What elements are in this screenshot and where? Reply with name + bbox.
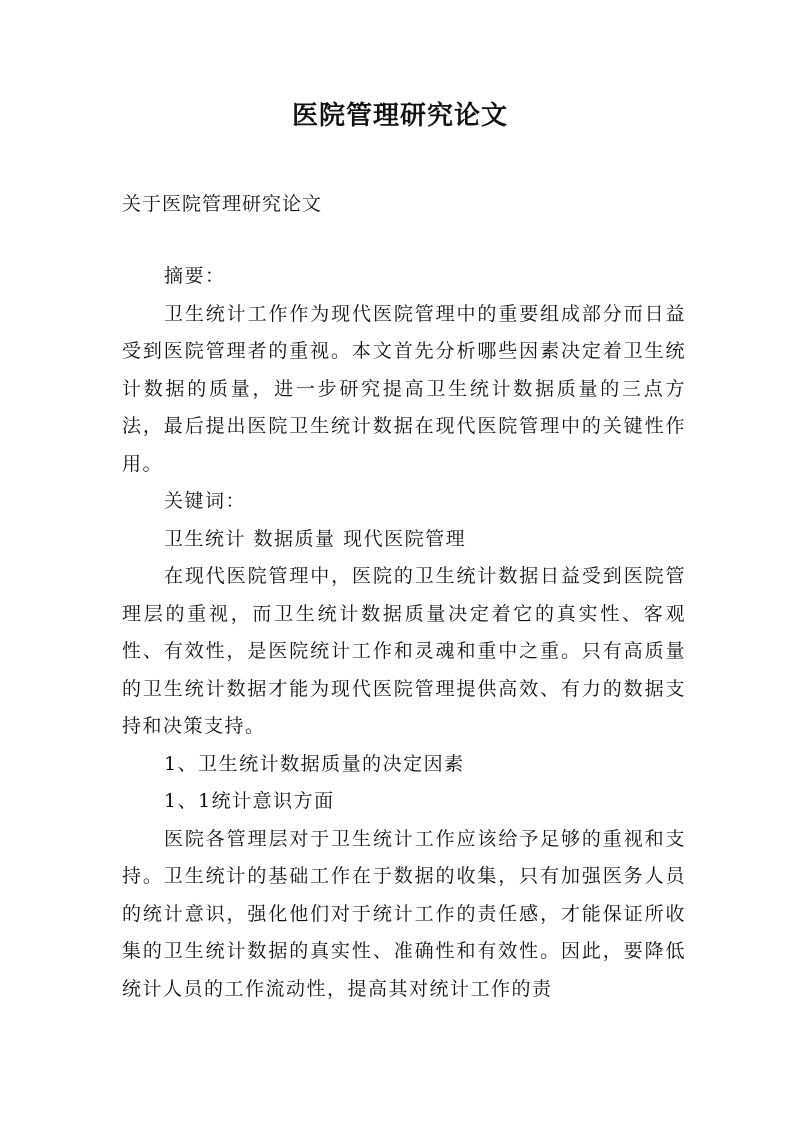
keywords-heading: 关键词：: [164, 490, 247, 512]
document-body: [122, 258, 686, 1008]
keywords-list: 卫生统计 数据质量 现代医院管理: [164, 527, 467, 550]
document-title: 医院管理研究论文: [291, 101, 508, 131]
abstract-paragraph: 卫生统计工作作为现代医院管理中的重要组成部分而日益受到医院管理者的重视。本文首先分析哪些因素决定着卫生统计数据的质量，进一步研究提高卫生统计数据质量的三点方法，最后提出医院卫生统计数据在现代医院管理中的关键性作用。: [122, 302, 686, 475]
intro-paragraph: 在现代医院管理中，医院的卫生统计数据日益受到医院管理层的重视，而卫生统计数据质量决定着它的真实性、客观性、有效性，是医院统计工作和灵魂和重中之重。只有高质量的卫生统计数据才能为现代医院管理提供高效、有力的数据支持和决策支持。: [122, 565, 686, 737]
section-heading-1: 1、卫生统计数据质量的决定因素: [164, 752, 465, 775]
subsection-heading-1-1: 1、1统计意识方面: [164, 790, 335, 812]
document-subtitle: 关于医院管理研究论文: [122, 193, 323, 215]
section-1-1-paragraph: 医院各管理层对于卫生统计工作应该给予足够的重视和支持。卫生统计的基础工作在于数据的收集，只有加强医务人员的统计意识，强化他们对于统计工作的责任感，才能保证所收集的卫生统计数据的真实性、准确性和有效性。因此，要降低统计人员的工作流动性，提高其对统计工作的责: [122, 827, 686, 1000]
abstract-heading: 摘要：: [164, 265, 226, 287]
